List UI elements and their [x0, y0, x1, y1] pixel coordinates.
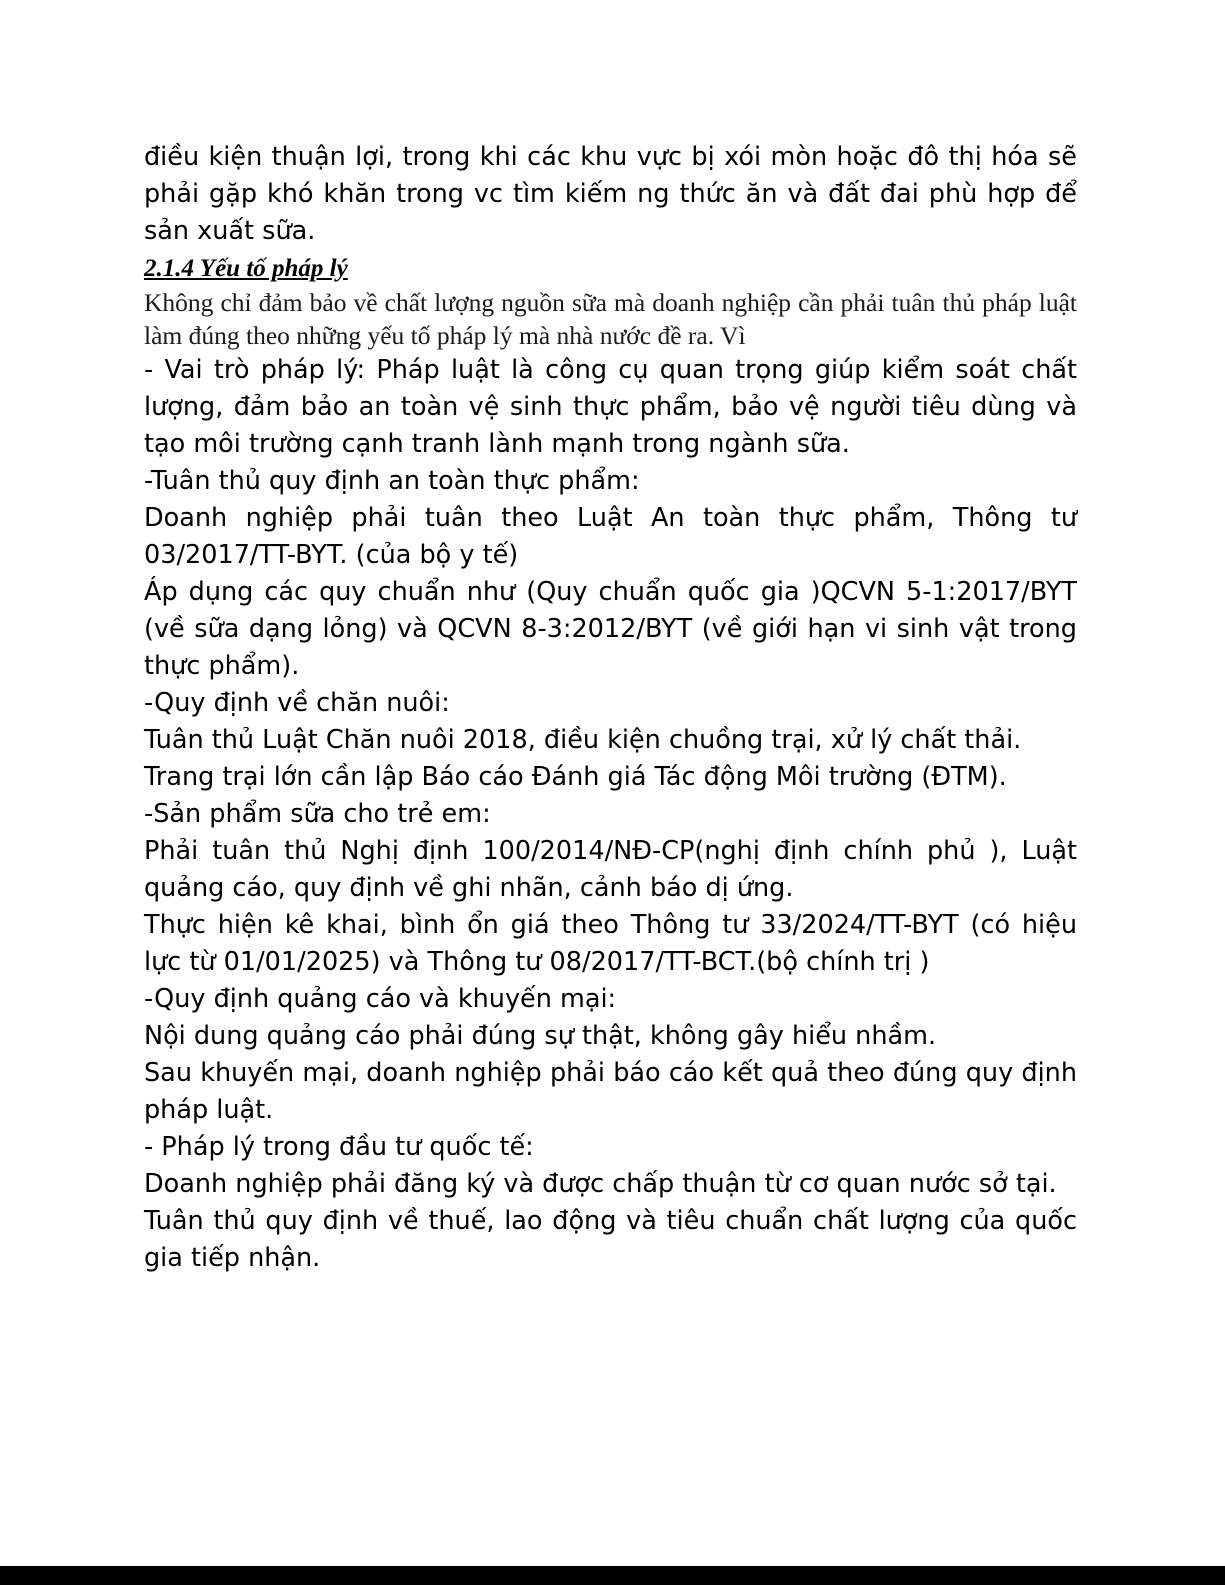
paragraph-advertising-report: Sau khuyến mại, doanh nghiệp phải báo cáo kết quả theo đúng quy định pháp luật. — [144, 1058, 1077, 1125]
paragraph-legal-role: - Vai trò pháp lý: Pháp luật là công cụ quan trọng giúp kiểm soát chất lượng, đảm bảo an toàn vệ sinh thực phẩm, bảo vệ người tiêu dùng và tạo môi trường cạnh tranh lành mạnh trong ngành sữa. — [144, 355, 1077, 459]
paragraph-investment-registration: Doanh nghiệp phải đăng ký và được chấp thuận từ cơ quan nước sở tại. — [144, 1169, 1057, 1199]
paragraph-children-milk-price: Thực hiện kê khai, bình ổn giá theo Thông tư 33/2024/TT-BYT (có hiệu lực từ 01/01/2025) và Thông tư 08/2017/TT-BCT.(bộ chính trị ) — [144, 910, 1077, 977]
paragraph-intro-continuation: điều kiện thuận lợi, trong khi các khu vực bị xói mòn hoặc đô thị hóa sẽ phải gặp khó khăn trong vc tìm kiếm ng thức ăn và đất đai phù hợp để sản xuất sữa. — [144, 142, 1077, 246]
section-heading: 2.1.4 Yếu tố pháp lý — [144, 255, 348, 282]
paragraph-advertising-title: -Quy định quảng cáo và khuyến mại: — [144, 984, 617, 1014]
paragraph-investment-title: - Pháp lý trong đầu tư quốc tế: — [144, 1132, 534, 1162]
section-intro-paragraph: Không chỉ đảm bảo về chất lượng nguồn sữa mà doanh nghiệp cần phải tuân thủ pháp luật làm đúng theo những yếu tố pháp lý mà nhà nước đề ra. Vì — [144, 288, 1077, 350]
paragraph-children-milk-decree: Phải tuân thủ Nghị định 100/2014/NĐ-CP(nghị định chính phủ ), Luật quảng cáo, quy định về ghi nhãn, cảnh báo dị ứng. — [144, 836, 1077, 903]
paragraph-livestock-eia: Trang trại lớn cần lập Báo cáo Đánh giá Tác động Môi trường (ĐTM). — [144, 762, 1007, 792]
paragraph-food-safety-law: Doanh nghiệp phải tuân theo Luật An toàn thực phẩm, Thông tư 03/2017/TT-BYT. (của bộ y tế) — [144, 503, 1077, 570]
paragraph-livestock-title: -Quy định về chăn nuôi: — [144, 688, 450, 718]
paragraph-livestock-law: Tuân thủ Luật Chăn nuôi 2018, điều kiện chuồng trại, xử lý chất thải. — [144, 725, 1022, 755]
paragraph-advertising-truth: Nội dung quảng cáo phải đúng sự thật, không gây hiểu nhầm. — [144, 1021, 937, 1051]
paragraph-children-milk-title: -Sản phẩm sữa cho trẻ em: — [144, 799, 491, 829]
paragraph-investment-compliance: Tuân thủ quy định về thuế, lao động và tiêu chuẩn chất lượng của quốc gia tiếp nhận. — [144, 1206, 1077, 1273]
paragraph-food-safety-standards: Áp dụng các quy chuẩn như (Quy chuẩn quốc gia )QCVN 5-1:2017/BYT (về sữa dạng lỏng) và QCVN 8-3:2012/BYT (về giới hạn vi sinh vật trong thực phẩm). — [144, 577, 1077, 681]
paragraph-food-safety-title: -Tuân thủ quy định an toàn thực phẩm: — [144, 466, 640, 496]
document-content — [144, 139, 1077, 1277]
page-bottom-bar — [0, 1566, 1225, 1585]
